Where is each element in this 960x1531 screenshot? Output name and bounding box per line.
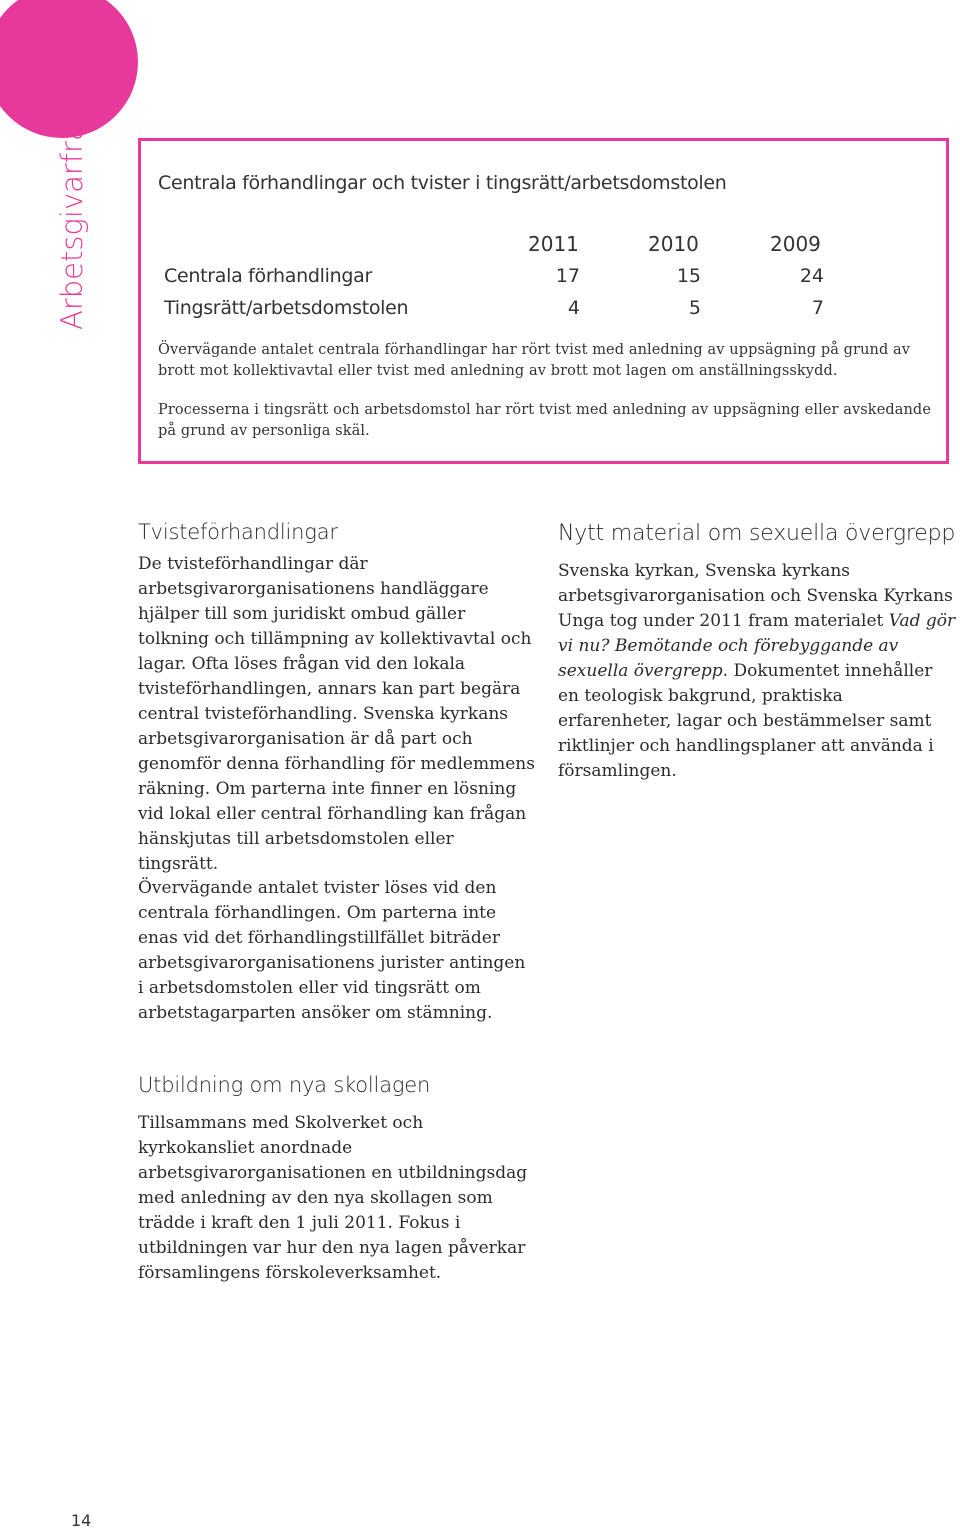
year-header-2011: 2011 bbox=[528, 232, 579, 256]
box-note-1: Övervägande antalet centrala förhandlingar har rört tvist med anledning av uppsägning på grund av brott mot kollektivavtal eller tvist med anledning av brott mot lagen om anställningsskydd. bbox=[158, 342, 911, 379]
page-number: 14 bbox=[71, 1511, 92, 1530]
row-label-centrala: Centrala förhandlingar bbox=[164, 265, 372, 287]
stats-box-title: Centrala förhandlingar och tvister i tingsrätt/arbetsdomstolen bbox=[158, 172, 727, 194]
section-label: Arbetsgivarfrågor bbox=[55, 76, 89, 330]
value-tingsratt-2011: 4 bbox=[567, 297, 580, 319]
value-tingsratt-2010: 5 bbox=[688, 297, 701, 319]
year-header-2010: 2010 bbox=[648, 232, 699, 256]
value-centrala-2009: 24 bbox=[799, 265, 824, 287]
paragraph-skollagen: Tillsammans med Skolverket och kyrkokansliet anordnade arbetsgivarorganisationen en utbildningsdag med anledning av den nya skollagen som trädde i kraft den 1 juli 2011. Fokus i utbildningen var hur den nya lagen påverkar församlingens förskoleverksamhet. bbox=[138, 1113, 528, 1283]
heading-skollagen: Utbildning om nya skollagen bbox=[138, 1073, 431, 1097]
paragraph-tvister-central: Övervägande antalet tvister löses vid den centrala förhandlingen. Om parterna inte enas vid det förhandlingstillfället biträder arbetsgivarorganisationens jurister antingen i arbetsdomstolen eller vid tingsrätt om arbetstagarparten ansöker om stämning. bbox=[138, 878, 526, 1023]
box-note-2: Processerna i tingsrätt och arbetsdomstol har rört tvist med anledning av uppsägning eller avskedande på grund av personliga skäl. bbox=[158, 402, 931, 439]
year-header-2009: 2009 bbox=[770, 232, 821, 256]
row-label-tingsratt: Tingsrätt/arbetsdomstolen bbox=[164, 297, 409, 319]
paragraph-nytt-material: Svenska kyrkan, Svenska kyrkans arbetsgivarorganisation och Svenska Kyrkans Unga tog under 2011 fram materialet Vad gör vi nu? Bemötande och förebyggande av sexuella övergrepp. Dokumentet innehåller en teologisk bakgrund, praktiska erfarenheter, lagar och bestämmelser samt riktlinjer och handlingsplaner att använda i församlingen. bbox=[558, 561, 956, 781]
value-tingsratt-2009: 7 bbox=[811, 297, 824, 319]
value-centrala-2011: 17 bbox=[555, 265, 580, 287]
value-centrala-2010: 15 bbox=[676, 265, 701, 287]
heading-tvisteforhandlingar: Tvisteförhandlingar bbox=[138, 520, 338, 544]
heading-nytt-material: Nytt material om sexuella övergrepp bbox=[558, 521, 956, 546]
paragraph-tvisteforhandlingar: De tvisteförhandlingar där arbetsgivarorganisationens handläggare hjälper till som juridiskt ombud gäller tolkning och tillämpning av kollektivavtal och lagar. Ofta löses frågan vid den lokala tvisteförhandlingen, annars kan part begära central tvisteförhandling. Svenska kyrkans arbetsgivarorganisation är då part och genomför denna förhandling för medlemmens räkning. Om parterna inte finner en lösning vid lokal eller central förhandling kan frågan hänskjutas till arbetsdomstolen eller tingsrätt. bbox=[138, 554, 535, 874]
material-title: Vad gör vi nu? Bemötande och förebyggande av sexuella övergrepp bbox=[558, 611, 956, 681]
